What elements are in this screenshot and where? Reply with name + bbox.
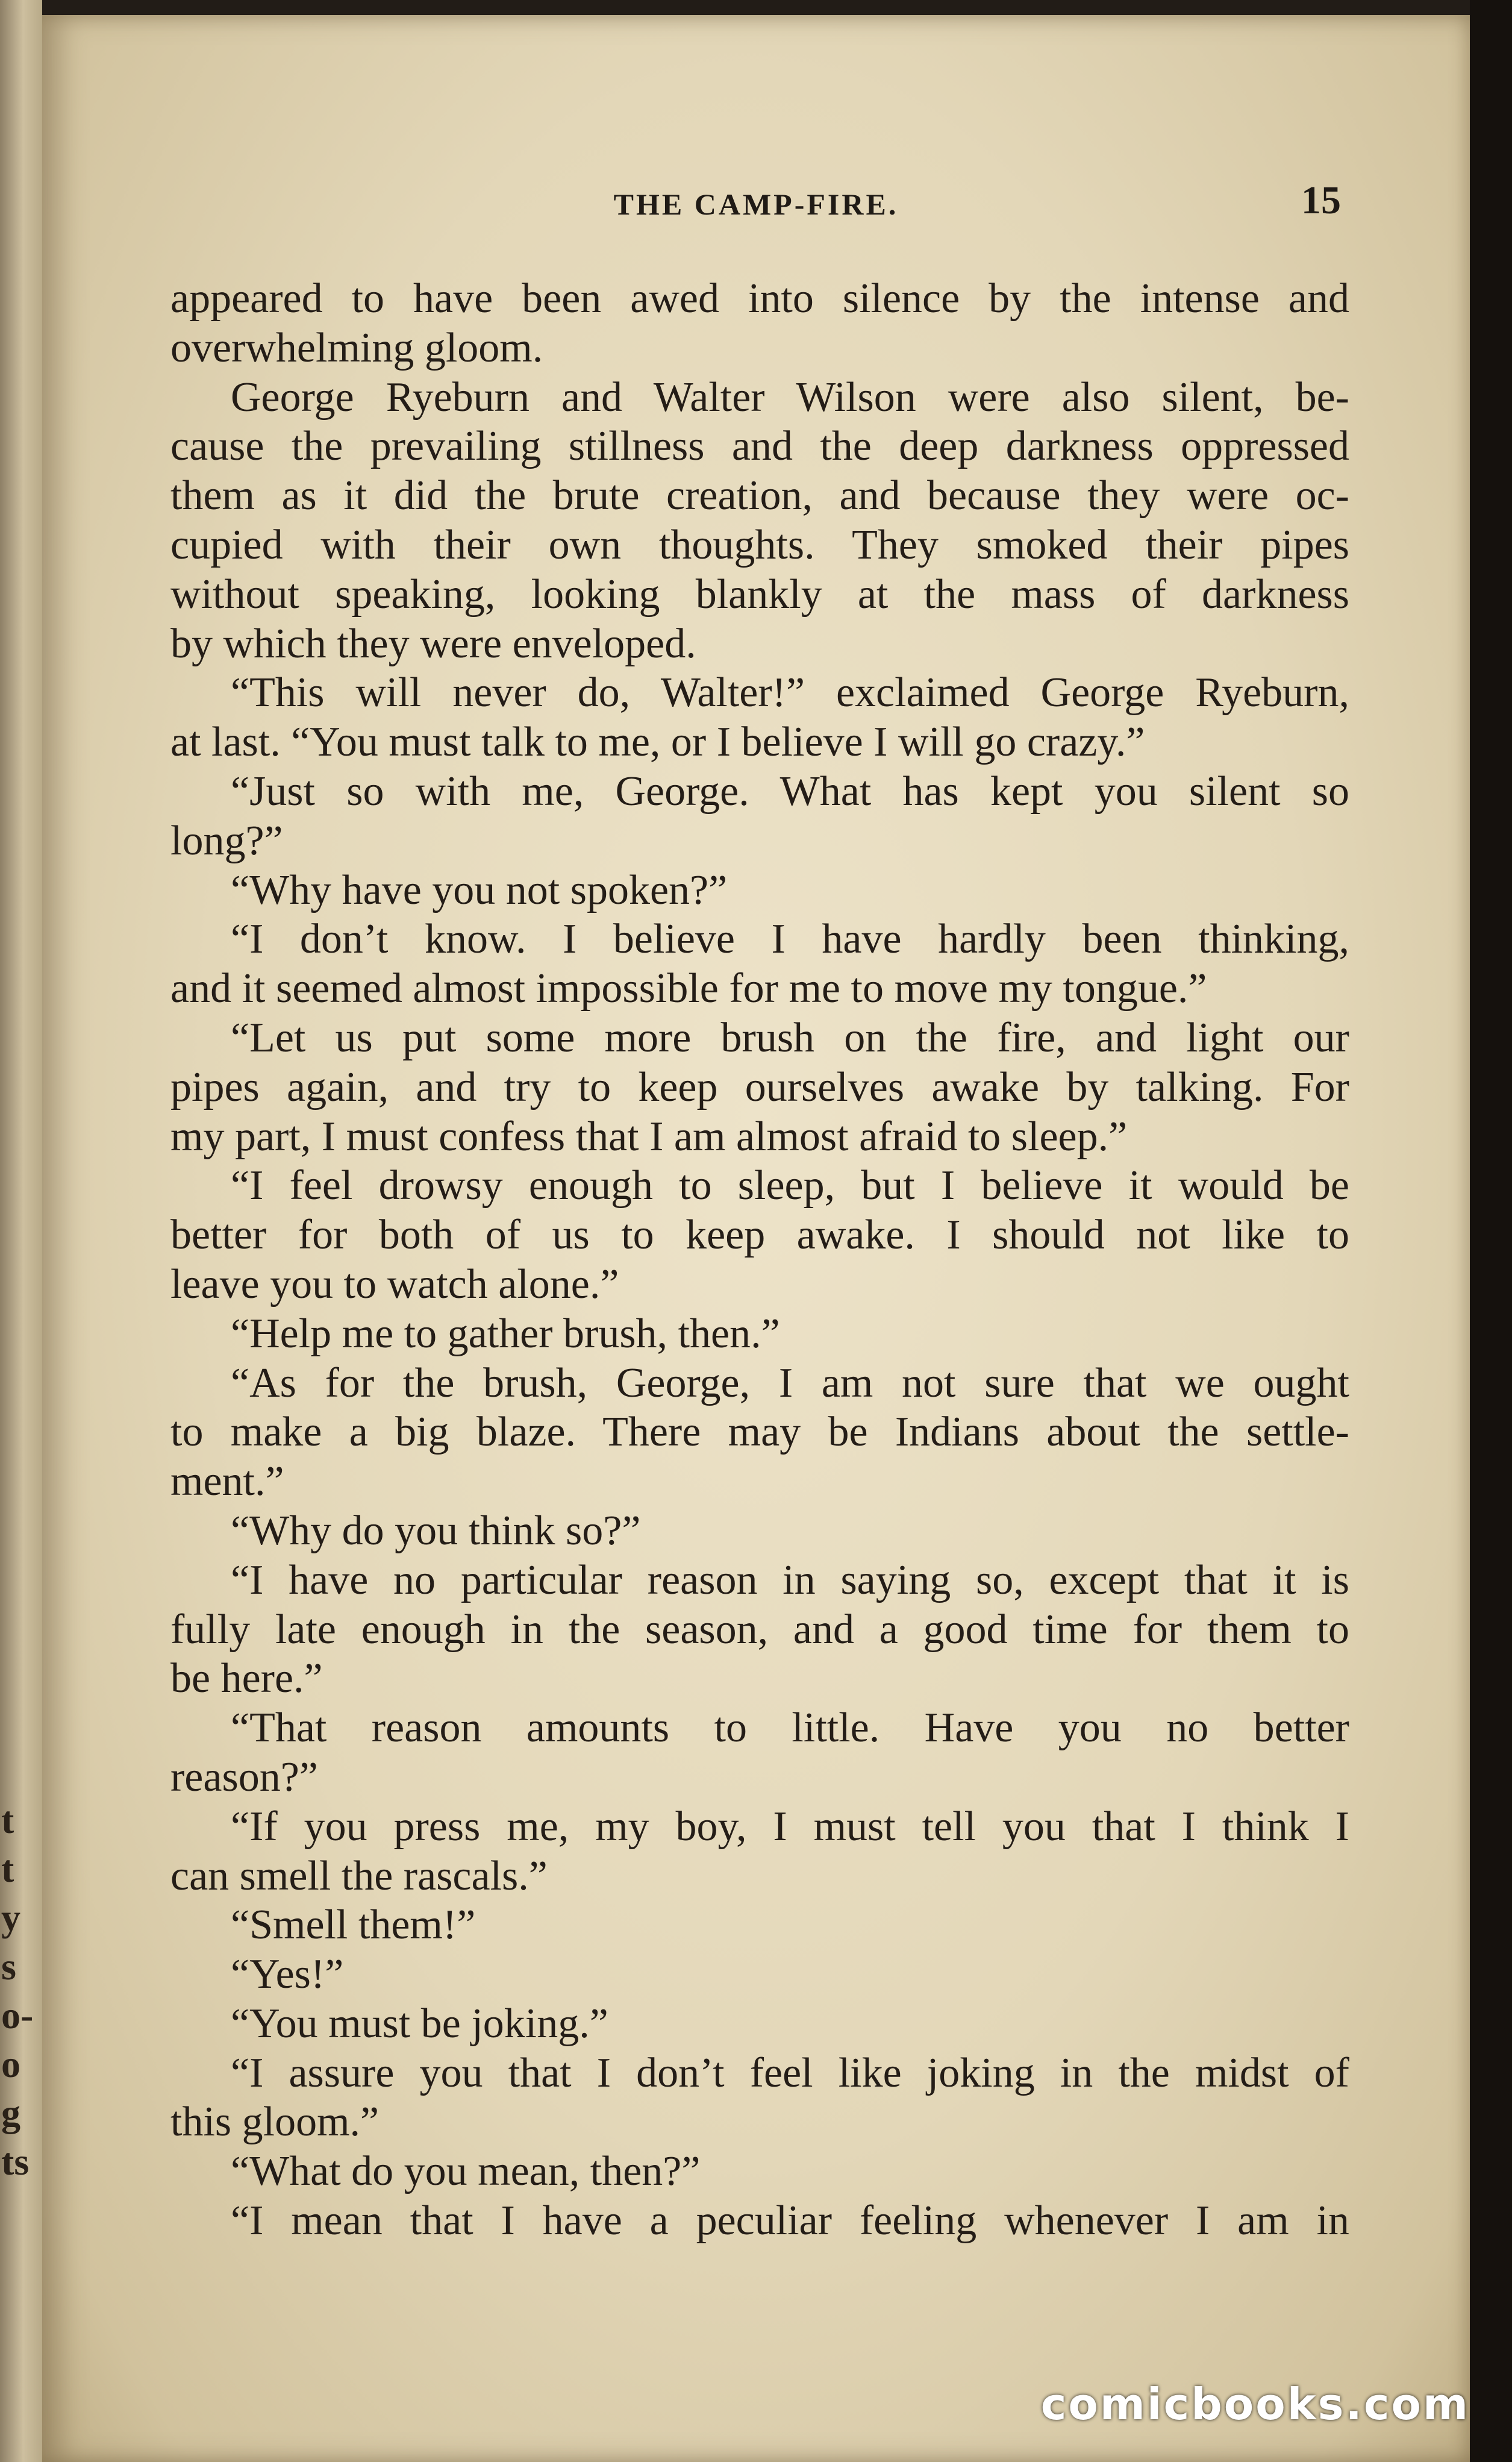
text-line: “What do you mean, then?” bbox=[231, 2148, 701, 2195]
facing-page-letter: o bbox=[1, 2043, 20, 2085]
text-line: “I don’t know. I believe I have hardly been thinking, bbox=[231, 916, 1349, 963]
facing-page-edge bbox=[0, 0, 42, 2462]
text-line: “Let us put some more brush on the fire, and light our bbox=[231, 1014, 1349, 1061]
running-head: THE CAMP-FIRE. bbox=[613, 187, 899, 221]
text-line: my part, I must confess that I am almost afraid to sleep.” bbox=[170, 1113, 1128, 1160]
facing-page-letters bbox=[1, 1796, 33, 2186]
facing-page-letter: s bbox=[1, 1945, 16, 1988]
text-line: “I feel drowsy enough to sleep, but I believe it would be bbox=[231, 1162, 1349, 1209]
text-line: cause the prevailing stillness and the deep darkness oppressed bbox=[170, 423, 1349, 470]
text-line: pipes again, and try to keep ourselves awake by talking. For bbox=[170, 1063, 1349, 1110]
text-line: “Why do you think so?” bbox=[231, 1507, 641, 1554]
text-line: reason?” bbox=[170, 1753, 318, 1800]
text-line: “If you press me, my boy, I must tell you that I think I bbox=[231, 1803, 1349, 1850]
text-line: cupied with their own thoughts. They smoked their pipes bbox=[170, 521, 1349, 568]
text-line: “Why have you not spoken?” bbox=[231, 866, 728, 913]
text-line: “That reason amounts to little. Have you no better bbox=[231, 1705, 1349, 1752]
text-line: without speaking, looking blankly at the mass of darkness bbox=[170, 571, 1349, 618]
facing-page-letter: o- bbox=[1, 1994, 34, 2037]
text-line: “I mean that I have a peculiar feeling whenever I am in bbox=[231, 2197, 1349, 2244]
text-line: “As for the brush, George, I am not sure that we ought bbox=[231, 1359, 1349, 1406]
text-line: “Smell them!” bbox=[231, 1902, 476, 1949]
book-page bbox=[42, 15, 1470, 2462]
text-line: “Just so with me, George. What has kept you silent so bbox=[231, 768, 1349, 815]
watermark: comicbooks.com bbox=[1040, 2379, 1470, 2429]
text-line: be here.” bbox=[170, 1655, 323, 1702]
text-line: at last. “You must talk to me, or I believe I will go crazy.” bbox=[170, 719, 1145, 766]
text-line: “I have no particular reason in saying so, except that it is bbox=[231, 1556, 1349, 1603]
text-line: by which they were enveloped. bbox=[170, 620, 696, 667]
text-line: long?” bbox=[170, 817, 283, 864]
page-number: 15 bbox=[1301, 178, 1341, 222]
text-line: appeared to have been awed into silence by the intense and bbox=[170, 275, 1349, 322]
text-line: can smell the rascals.” bbox=[170, 1852, 548, 1899]
text-line: “Yes!” bbox=[231, 1951, 344, 1998]
facing-page-letter: t bbox=[1, 1799, 14, 1841]
text-line: George Ryeburn and Walter Wilson were also silent, be- bbox=[231, 374, 1349, 421]
text-line: “You must be joking.” bbox=[231, 2000, 608, 2047]
text-line: “I assure you that I don’t feel like joking in the midst of bbox=[231, 2049, 1349, 2096]
binding-shadow bbox=[1470, 0, 1512, 2462]
text-line: to make a big blaze. There may be Indians about the settle- bbox=[170, 1409, 1349, 1456]
text-line: “Help me to gather brush, then.” bbox=[231, 1310, 780, 1357]
text-line: ment.” bbox=[170, 1458, 284, 1505]
text-line: this gloom.” bbox=[170, 2099, 380, 2146]
text-line: leave you to watch alone.” bbox=[170, 1261, 619, 1308]
text-line: them as it did the brute creation, and because they were oc- bbox=[170, 472, 1349, 519]
facing-page-letter: ts bbox=[1, 2140, 30, 2183]
text-line: better for both of us to keep awake. I should not like to bbox=[170, 1212, 1349, 1259]
text-line: fully late enough in the season, and a good time for them to bbox=[170, 1606, 1349, 1653]
text-line: “This will never do, Walter!” exclaimed George Ryeburn, bbox=[231, 669, 1349, 716]
facing-page-letter: t bbox=[1, 1847, 14, 1890]
facing-page-letter: g bbox=[1, 2091, 20, 2134]
body-text bbox=[170, 274, 1349, 2246]
facing-page-letter: y bbox=[1, 1896, 20, 1939]
text-line: and it seemed almost impossible for me to move my tongue.” bbox=[170, 965, 1207, 1012]
text-line: overwhelming gloom. bbox=[170, 324, 543, 371]
